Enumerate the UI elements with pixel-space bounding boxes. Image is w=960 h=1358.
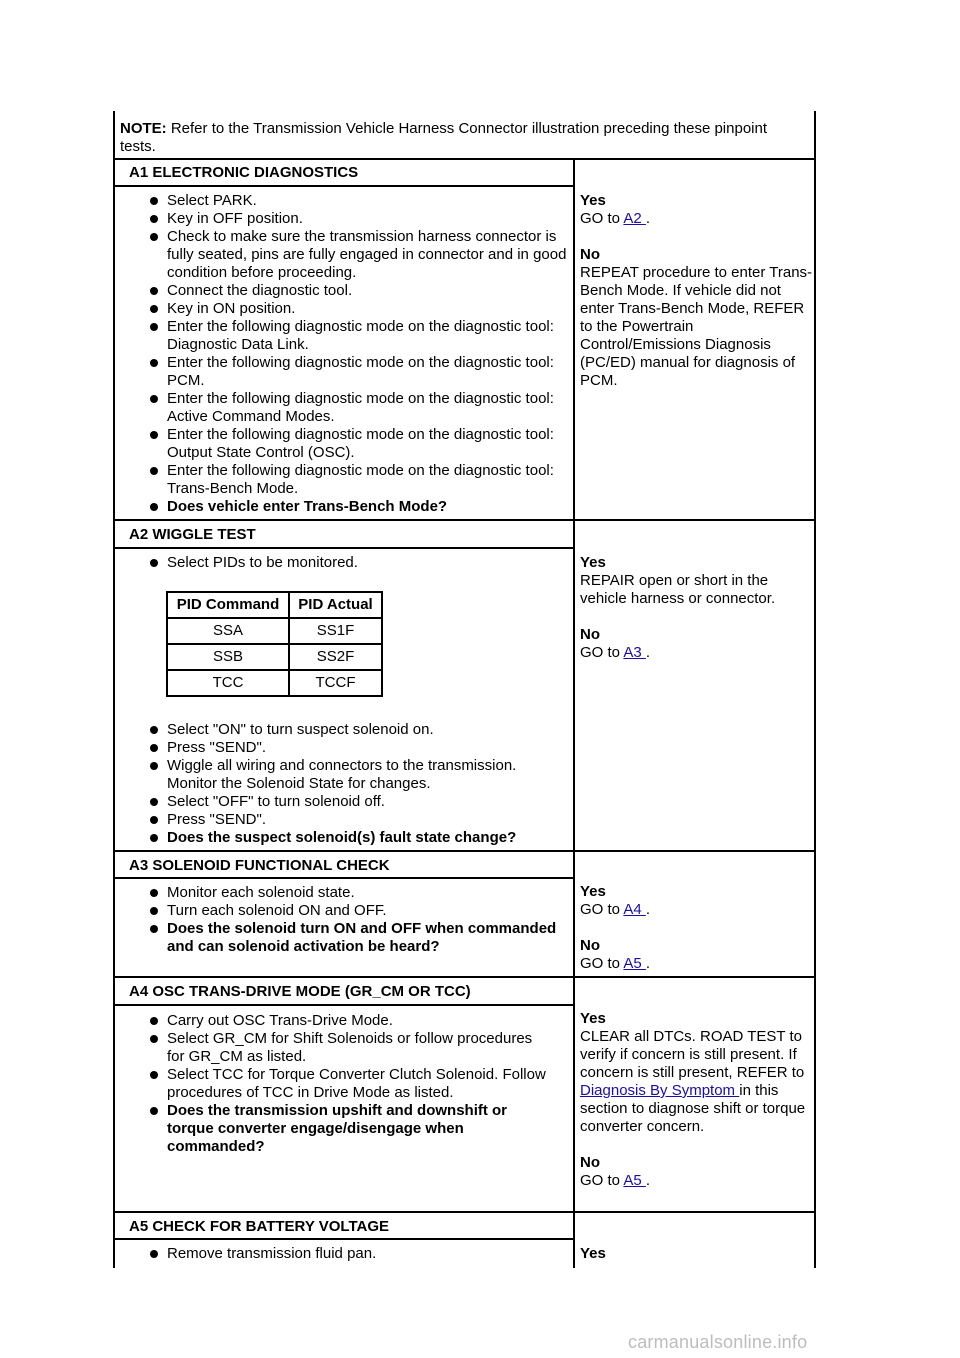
a1-header-divider: [113, 185, 575, 187]
no-text: GO to: [580, 1172, 624, 1189]
note-text: Refer to the Transmission Vehicle Harness Connector illustration preceding these pinpoint tests.: [120, 120, 767, 155]
list-item: Press "SEND".: [150, 739, 570, 757]
yes-text: GO to: [580, 210, 624, 227]
yes-label: Yes: [580, 1245, 606, 1262]
table-row: [167, 644, 382, 670]
yes-text-end: .: [645, 210, 651, 227]
table-row: [167, 670, 382, 696]
table-left-border: [113, 111, 115, 1268]
no-text-end: .: [645, 955, 651, 972]
table-header-row: [167, 592, 382, 618]
list-item: Connect the diagnostic tool.: [150, 282, 570, 300]
question: Does the suspect solenoid(s) fault state change?: [150, 829, 570, 847]
a3-a4-divider: [113, 976, 816, 978]
table-cell: TCC: [167, 670, 289, 696]
a1-a2-divider: [113, 519, 816, 521]
list-item: Select GR_CM for Shift Solenoids or follow procedures for GR_CM as listed.: [150, 1030, 550, 1066]
no-label: No: [580, 246, 600, 263]
list-item: Select PIDs to be monitored.: [150, 554, 570, 572]
a4-answers: [580, 1010, 814, 1190]
a3-answers: [580, 883, 814, 973]
table-cell: TCCF: [289, 670, 382, 696]
list-item: Enter the following diagnostic mode on the diagnostic tool: PCM.: [150, 354, 570, 390]
question: Does the transmission upshift and downshift or torque converter engage/disengage when commanded?: [150, 1102, 550, 1156]
list-item: Key in OFF position.: [150, 210, 570, 228]
table-cell: SSA: [167, 618, 289, 644]
list-item: Enter the following diagnostic mode on the diagnostic tool: Output State Control (OSC).: [150, 426, 570, 462]
a2-steps-before: [150, 554, 570, 572]
no-label: No: [580, 937, 600, 954]
link-diagnosis-by-symptom[interactable]: Diagnosis By Symptom: [580, 1082, 740, 1099]
column-header: PID Actual: [289, 592, 382, 618]
a5-header: A5 CHECK FOR BATTERY VOLTAGE: [129, 1218, 390, 1235]
a4-steps: [150, 1012, 550, 1156]
no-label: No: [580, 626, 600, 643]
list-item: Select PARK.: [150, 192, 570, 210]
a3-header: A3 SOLENOID FUNCTIONAL CHECK: [129, 857, 390, 874]
a1-header: A1 ELECTRONIC DIAGNOSTICS: [129, 164, 359, 181]
column-header: PID Command: [167, 592, 289, 618]
pid-table: [166, 591, 383, 697]
yes-label: Yes: [580, 1010, 606, 1027]
a3-steps: [150, 884, 570, 956]
note-label: NOTE:: [120, 120, 167, 137]
link-a5[interactable]: A5: [623, 1172, 646, 1189]
list-item: Select "ON" to turn suspect solenoid on.: [150, 721, 570, 739]
no-text: GO to: [580, 644, 624, 661]
a5-answers: [580, 1245, 814, 1263]
watermark: carmanualsonline.info: [628, 1332, 808, 1352]
yes-text: GO to: [580, 901, 624, 918]
no-text: GO to: [580, 955, 624, 972]
table-cell: SSB: [167, 644, 289, 670]
a2-answers: [580, 554, 814, 662]
list-item: Enter the following diagnostic mode on the diagnostic tool: Trans-Bench Mode.: [150, 462, 570, 498]
yes-label: Yes: [580, 883, 606, 900]
question: Does vehicle enter Trans-Bench Mode?: [150, 498, 570, 516]
list-item: Key in ON position.: [150, 300, 570, 318]
list-item: Select TCC for Torque Converter Clutch Solenoid. Follow procedures of TCC in Drive Mode as listed.: [150, 1066, 550, 1102]
list-item: Remove transmission fluid pan.: [150, 1245, 570, 1263]
list-item: Check to make sure the transmission harness connector is fully seated, pins are fully engaged in connector and in good condition before proceeding.: [150, 228, 570, 282]
a2-header-divider: [113, 547, 575, 549]
table-cell: SS2F: [289, 644, 382, 670]
no-text-end: .: [645, 1172, 651, 1189]
no-label: No: [580, 1154, 600, 1171]
table-cell: SS1F: [289, 618, 382, 644]
link-a4[interactable]: A4: [623, 901, 646, 918]
list-item: Carry out OSC Trans-Drive Mode.: [150, 1012, 550, 1030]
list-item: Enter the following diagnostic mode on the diagnostic tool: Diagnostic Data Link.: [150, 318, 570, 354]
a2-steps-after: [150, 721, 570, 847]
column-divider: [573, 159, 575, 1268]
note-divider: [113, 158, 816, 160]
link-a5[interactable]: A5: [623, 955, 646, 972]
no-text: REPEAT procedure to enter Trans-Bench Mode. If vehicle did not enter Trans-Bench Mode, REFER to the Powertrain Control/Emissions Diagnosis (PC/ED) manual for diagnosis of PCM.: [580, 264, 813, 389]
list-item: Wiggle all wiring and connectors to the transmission. Monitor the Solenoid State for changes.: [150, 757, 570, 793]
question: Does the solenoid turn ON and OFF when commanded and can solenoid activation be heard?: [150, 920, 570, 956]
a1-steps: [150, 192, 570, 516]
a3-header-divider: [113, 877, 575, 879]
list-item: Turn each solenoid ON and OFF.: [150, 902, 570, 920]
a4-header-divider: [113, 1004, 575, 1006]
yes-text-end: in this section to diagnose shift or torque converter concern.: [580, 1082, 806, 1135]
table-right-border: [814, 111, 816, 1268]
list-item: Enter the following diagnostic mode on the diagnostic tool: Active Command Modes.: [150, 390, 570, 426]
list-item: Press "SEND".: [150, 811, 570, 829]
yes-text: CLEAR all DTCs. ROAD TEST to verify if concern is still present. If concern is still present, REFER to: [580, 1028, 805, 1081]
a5-header-divider: [113, 1238, 575, 1240]
note: [120, 120, 800, 156]
list-item: Select "OFF" to turn solenoid off.: [150, 793, 570, 811]
yes-text: REPAIR open or short in the vehicle harness or connector.: [580, 572, 776, 607]
link-a2[interactable]: A2: [623, 210, 646, 227]
a2-a3-divider: [113, 850, 816, 852]
a1-answers: [580, 192, 814, 390]
a4-header: A4 OSC TRANS-DRIVE MODE (GR_CM OR TCC): [129, 983, 471, 1000]
a4-a5-divider: [113, 1211, 816, 1213]
table-row: [167, 618, 382, 644]
list-item: Monitor each solenoid state.: [150, 884, 570, 902]
yes-text-end: .: [645, 901, 651, 918]
a2-header: A2 WIGGLE TEST: [129, 526, 256, 543]
no-text-end: .: [645, 644, 651, 661]
yes-label: Yes: [580, 192, 606, 209]
link-a3[interactable]: A3: [623, 644, 646, 661]
yes-label: Yes: [580, 554, 606, 571]
a5-steps: [150, 1245, 570, 1263]
